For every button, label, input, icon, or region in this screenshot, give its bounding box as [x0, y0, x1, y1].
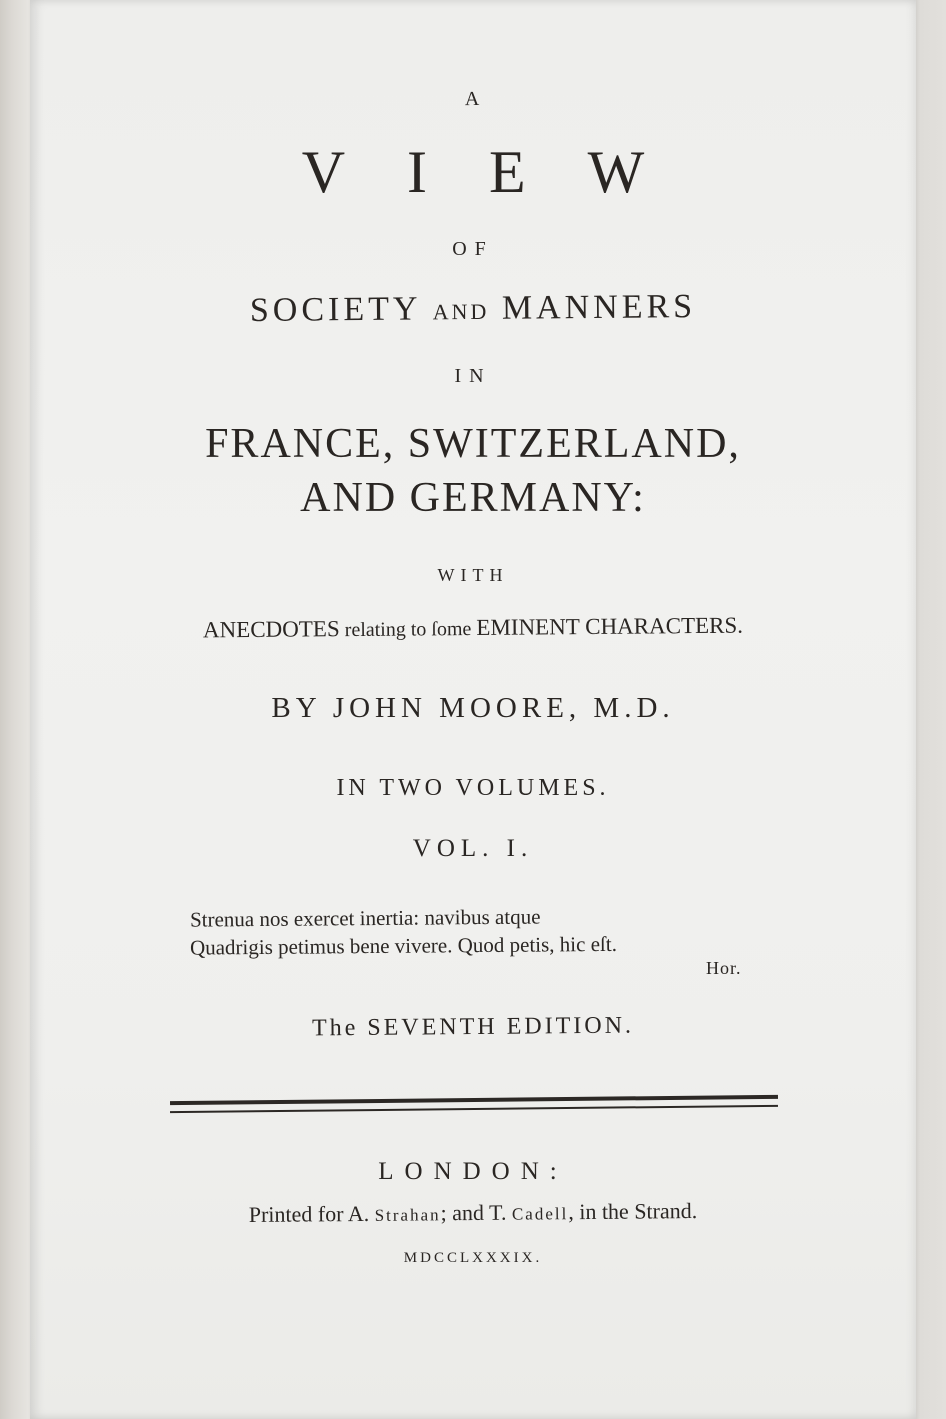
author-line: BY JOHN MOORE, M.D. [271, 692, 675, 724]
printer-a: Printed for A. [248, 1200, 375, 1227]
subject-line [30, 286, 916, 332]
anecdotes-lower: relating to ſome [339, 617, 477, 642]
printer-cadell: Cadell [511, 1204, 569, 1224]
double-rule-thick [170, 1095, 778, 1105]
anecdotes-caps: ANECDOTES [202, 616, 340, 643]
imprint-place: LONDON: [378, 1158, 568, 1185]
countries-line-1: FRANCE, SWITZERLAND, [205, 421, 741, 467]
printer-c: ; and T. [440, 1199, 512, 1226]
title-of: OF [452, 238, 494, 260]
countries-line-2: AND GERMANY: [300, 475, 646, 521]
double-rule-thin [170, 1105, 778, 1113]
motto-line-2: Quadrigis petimus bene vivere. Quod petis, hic eſt. [189, 931, 618, 960]
subject-left: SOCIETY [249, 290, 421, 329]
title-with: WITH [437, 565, 509, 585]
volume-number: VOL. I. [412, 835, 534, 862]
subject-and: AND [432, 298, 490, 325]
anecdotes-characters: EMINENT CHARACTERS. [476, 612, 744, 640]
subject-right: MANNERS [501, 288, 697, 327]
imprint-date: MDCCLXXXIX. [403, 1250, 543, 1266]
title-in: IN [454, 365, 492, 387]
printer-strahan: Strahan [374, 1205, 441, 1225]
imprint-printer [30, 1196, 916, 1230]
volumes-line: IN TWO VOLUMES. [336, 775, 610, 801]
motto-attribution: Hor. [706, 958, 742, 978]
printer-e: , in the Strand. [568, 1198, 698, 1225]
edition-line: The SEVENTH EDITION. [311, 1012, 635, 1042]
title-page [30, 0, 916, 1419]
book-title: VIEW [301, 139, 707, 205]
title-article: A [464, 87, 482, 111]
motto-line-1: Strenua nos exercet inertia: navibus atque [189, 904, 541, 932]
anecdotes-line [30, 611, 916, 645]
